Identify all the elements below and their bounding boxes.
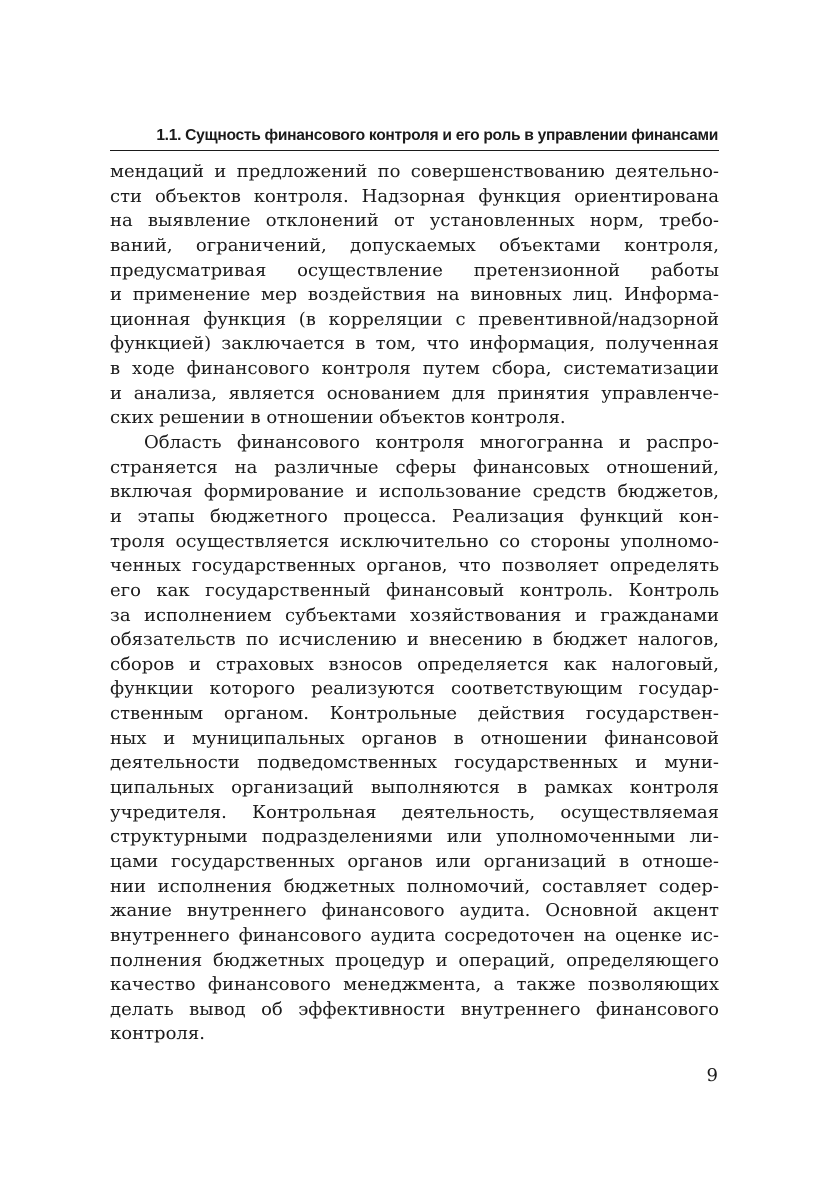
paragraph-1 <box>110 160 719 431</box>
text-line: деятельности подведомственных государственных и муни- <box>110 752 719 774</box>
text-line: предусматривая осуществление претензионной работы <box>110 259 719 281</box>
text-line: на выявление отклонений от установленных норм, требо- <box>110 210 719 232</box>
text-line: и этапы бюджетного процесса. Реализация функций кон- <box>110 505 719 527</box>
text-line: включая формирование и использование средств бюджетов, <box>110 481 719 503</box>
text-line: сти объектов контроля. Надзорная функция ориентирована <box>110 185 719 207</box>
text-line: ционная функция (в корреляции с превентивной/надзорной <box>110 308 719 330</box>
text-line: ципальных организаций выполняются в рамках контроля <box>110 777 719 799</box>
text-line: контроля. <box>110 1023 205 1045</box>
text-line: в ходе финансового контроля путем сбора, систематизации <box>110 358 719 380</box>
text-line: страняется на различные сферы финансовых отношений, <box>110 456 719 478</box>
running-head: 1.1. Сущность финансового контроля и его роль в управлении финансами <box>156 127 718 144</box>
text-line: учредителя. Контрольная деятельность, осуществляемая <box>110 801 719 823</box>
text-line: и анализа, является основанием для принятия управленче- <box>110 382 719 404</box>
text-line: и применение мер воздействия на виновных лиц. Информа- <box>110 284 719 306</box>
text-line: ченных государственных органов, что позволяет определять <box>110 555 719 577</box>
text-line: цами государственных органов или организаций в отноше- <box>110 850 719 872</box>
text-line: обязательств по исчислению и внесению в бюджет налогов, <box>110 629 719 651</box>
text-line: структурными подразделениями или уполномоченными ли- <box>110 826 719 848</box>
text-line: нии исполнения бюджетных полномочий, составляет содер- <box>110 875 719 897</box>
text-line: жание внутреннего финансового аудита. Основной акцент <box>110 900 719 922</box>
text-line: функцией) заключается в том, что информация, полученная <box>110 333 719 355</box>
text-line: Область финансового контроля многогранна и распро- <box>144 432 719 454</box>
body-text <box>110 160 719 1047</box>
text-line: ных и муниципальных органов в отношении финансовой <box>110 727 719 749</box>
text-line: полнения бюджетных процедур и операций, определяющего <box>110 949 719 971</box>
text-line: его как государственный финансовый контроль. Контроль <box>110 579 719 601</box>
text-line: ских решении в отношении объектов контроля. <box>110 407 566 429</box>
text-line: троля осуществляется исключительно со стороны уполномо- <box>110 530 719 552</box>
text-line: ственным органом. Контрольные действия государствен- <box>110 703 719 725</box>
text-line: качество финансового менеджмента, а также позволяющих <box>110 974 719 996</box>
text-line: ваний, ограничений, допускаемых объектами контроля, <box>110 234 719 256</box>
text-line: делать вывод об эффективности внутреннего финансового <box>110 998 719 1020</box>
header-rule <box>110 150 719 151</box>
text-line: сборов и страховых взносов определяется как налоговый, <box>110 653 719 675</box>
text-line: мендаций и предложений по совершенствованию деятельно- <box>110 161 719 182</box>
page-number: 9 <box>706 1065 718 1086</box>
paragraph-2 <box>110 431 719 1047</box>
text-line: за исполнением субъектами хозяйствования и гражданами <box>110 604 719 626</box>
text-line: функции которого реализуются соответствующим государ- <box>110 678 719 700</box>
text-line: внутреннего финансового аудита сосредоточен на оценке ис- <box>110 924 719 946</box>
